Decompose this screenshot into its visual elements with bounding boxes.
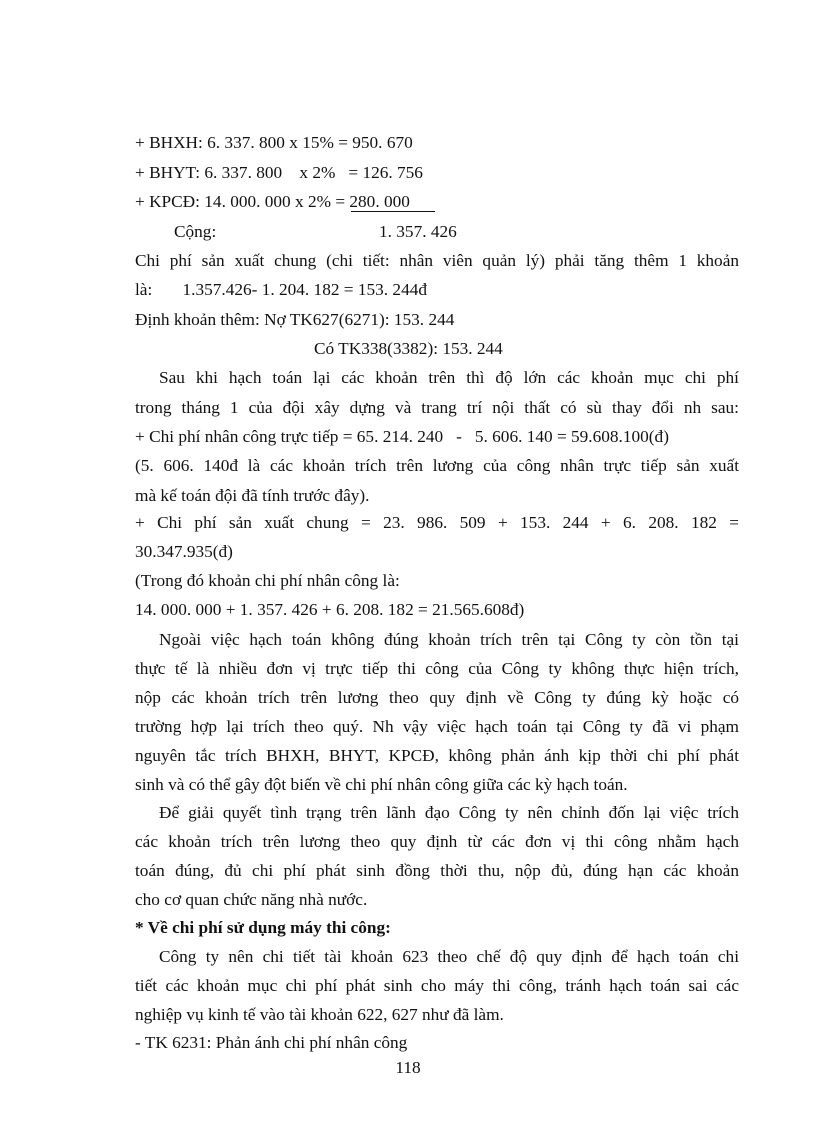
paragraph-line: tiết các khoản mục chi phí phát sinh cho máy thi công, tránh hạch toán sai các bbox=[135, 976, 739, 995]
paragraph-line: là: 1.357.426- 1. 204. 182 = 153. 244đ bbox=[135, 280, 427, 299]
sum-underline bbox=[351, 211, 435, 212]
entry-debit: Định khoản thêm: Nợ TK627(6271): 153. 244 bbox=[135, 310, 455, 329]
paragraph-line: các khoản trích trên lương theo quy định từ các đơn vị thi công nhằm hạch bbox=[135, 832, 739, 851]
paragraph-line: mà kế toán đội đã tính trước đây). bbox=[135, 486, 370, 505]
total-label: Cộng: bbox=[174, 222, 217, 241]
paragraph-line: sinh và có thể gây đột biến về chi phí nhân công giữa các kỳ hạch toán. bbox=[135, 775, 628, 794]
paragraph-line: + Chi phí nhân công trực tiếp = 65. 214. 240 - 5. 606. 140 = 59.608.100(đ) bbox=[135, 427, 669, 446]
paragraph-line: Ngoài việc hạch toán không đúng khoản trích trên tại Công ty còn tồn tại bbox=[159, 630, 739, 649]
paragraph-line: (Trong đó khoản chi phí nhân công là: bbox=[135, 571, 400, 590]
paragraph-line: thực tế là nhiều đơn vị trực tiếp thi công của Công ty không thực hiện trích, bbox=[135, 659, 739, 678]
paragraph-line: 14. 000. 000 + 1. 357. 426 + 6. 208. 182 = 21.565.608đ) bbox=[135, 600, 525, 619]
paragraph-line: trường hợp lại trích theo quý. Nh vậy việc hạch toán tại Công ty đã vi phạm bbox=[135, 717, 739, 736]
paragraph-line: - TK 6231: Phản ánh chi phí nhân công bbox=[135, 1033, 408, 1052]
paragraph-line: nộp các khoản trích trên lương theo quy định về Công ty đúng kỳ hoặc có bbox=[135, 688, 739, 707]
section-heading: * Về chi phí sử dụng máy thi công: bbox=[135, 918, 391, 937]
total-value: 1. 357. 426 bbox=[379, 222, 457, 241]
paragraph-line: 30.347.935(đ) bbox=[135, 542, 233, 561]
paragraph-line: Chi phí sản xuất chung (chi tiết: nhân viên quản lý) phải tăng thêm 1 khoản bbox=[135, 251, 739, 270]
paragraph-line: nghiệp vụ kinh tế vào tài khoản 622, 627 như đã làm. bbox=[135, 1005, 504, 1024]
paragraph-line: nguyên tắc trích BHXH, BHYT, KPCĐ, không phản ánh kịp thời chi phí phát bbox=[135, 746, 739, 765]
bhxh-line: + BHXH: 6. 337. 800 x 15% = 950. 670 bbox=[135, 133, 413, 152]
paragraph-line: Công ty nên chi tiết tài khoản 623 theo chế độ quy định để hạch toán chi bbox=[159, 947, 739, 966]
kpcd-label: + KPCĐ: 14. 000. 000 x 2% bbox=[135, 192, 332, 211]
entry-credit: Có TK338(3382): 153. 244 bbox=[314, 339, 503, 358]
paragraph-line: + Chi phí sản xuất chung = 23. 986. 509 + 153. 244 + 6. 208. 182 = bbox=[135, 513, 739, 532]
paragraph-line: cho cơ quan chức năng nhà nước. bbox=[135, 890, 368, 909]
paragraph-line: toán đúng, đủ chi phí phát sinh đồng thời thu, nộp đủ, đúng hạn các khoản bbox=[135, 861, 739, 880]
bhyt-line: + BHYT: 6. 337. 800 x 2% = 126. 756 bbox=[135, 163, 423, 182]
kpcd-line bbox=[135, 192, 410, 212]
paragraph-line: (5. 606. 140đ là các khoản trích trên lương của công nhân trực tiếp sản xuất bbox=[135, 456, 739, 475]
paragraph-line: trong tháng 1 của đội xây dựng và trang trí nội thất có sù thay đổi nh sau: bbox=[135, 398, 739, 417]
paragraph-line: Sau khi hạch toán lại các khoản trên thì độ lớn các khoản mục chi phí bbox=[159, 368, 739, 387]
page-number: 118 bbox=[395, 1058, 421, 1077]
kpcd-value: = 280. 000 bbox=[331, 192, 410, 211]
paragraph-line: Để giải quyết tình trạng trên lãnh đạo Công ty nên chỉnh đốn lại việc trích bbox=[159, 803, 739, 822]
